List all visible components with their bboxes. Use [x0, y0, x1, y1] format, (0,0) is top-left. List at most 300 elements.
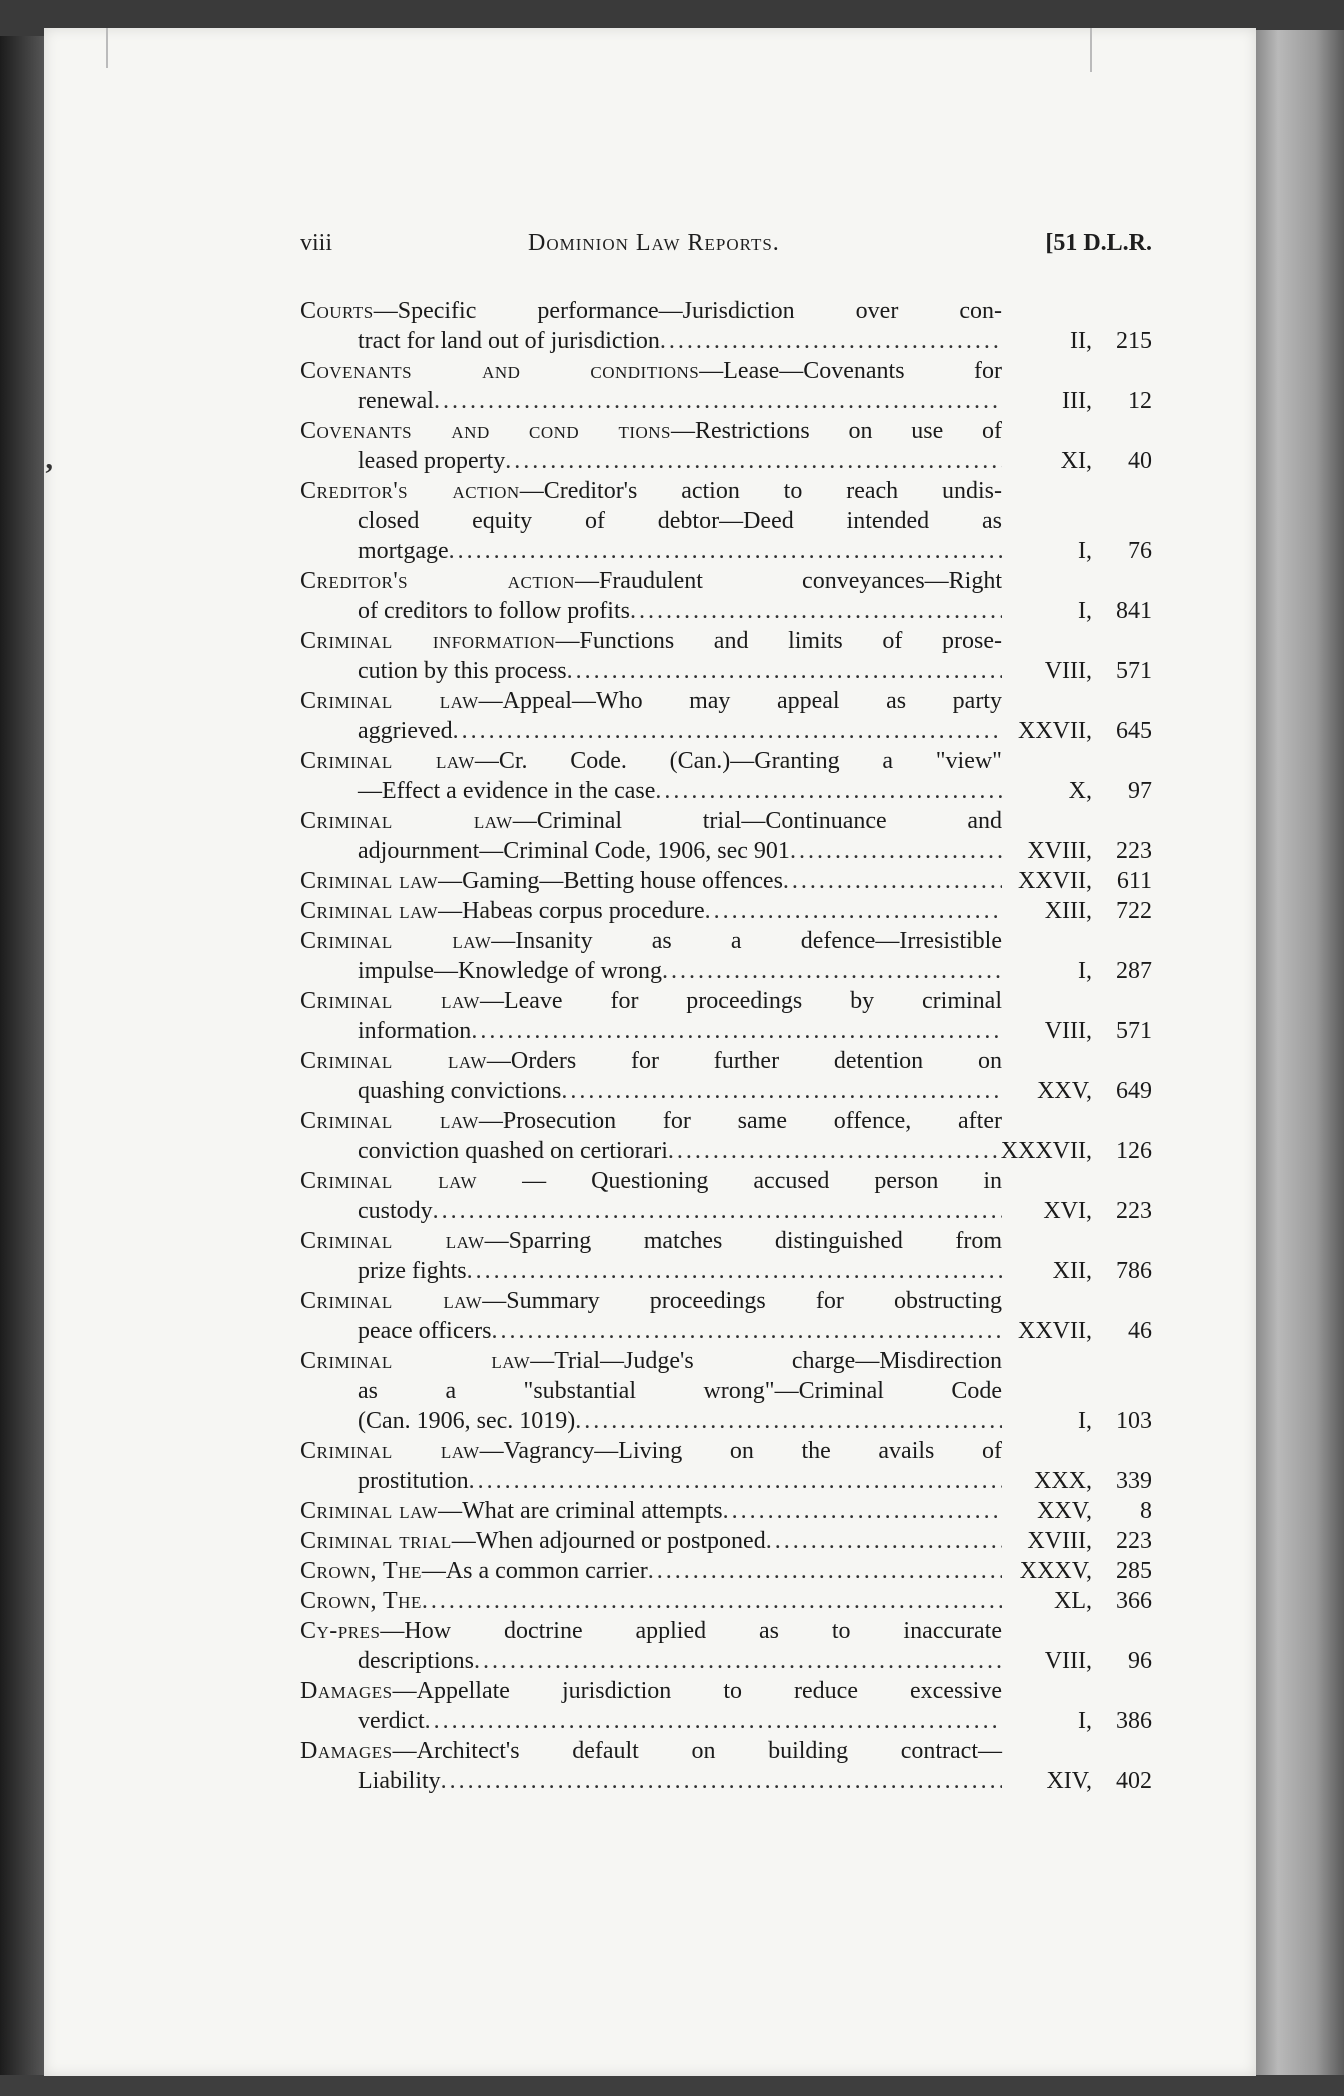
entry-text	[300, 1586, 422, 1616]
entry-description: of creditors to follow profits	[358, 598, 630, 624]
citation	[1001, 1136, 1152, 1166]
citation-volume: X,	[1068, 778, 1092, 804]
index-entry	[300, 1106, 1152, 1166]
entry-line	[300, 416, 1152, 446]
leader-dots	[766, 1526, 1002, 1556]
entry-heading: Criminal law	[300, 988, 480, 1014]
citation	[1002, 716, 1152, 746]
index-entry	[300, 896, 1152, 926]
entry-heading: Criminal trial	[300, 1528, 452, 1554]
entry-heading: Criminal law	[300, 1438, 480, 1464]
entry-line	[300, 536, 1152, 566]
entry-line	[300, 1676, 1152, 1706]
entry-description: impulse—Knowledge of wrong	[358, 958, 662, 984]
entry-description: (Can. 1906, sec. 1019)	[358, 1408, 576, 1434]
citation-volume: III,	[1062, 388, 1092, 414]
leader-dots	[790, 836, 1002, 866]
scan-bottom-edge	[0, 2075, 1344, 2096]
entry-line	[300, 1436, 1152, 1466]
index-entry	[300, 1556, 1152, 1586]
entry-description: —Leave for proceedings by criminal	[479, 988, 1002, 1014]
entry-text	[300, 296, 1002, 326]
citation	[1002, 1556, 1152, 1586]
citation-volume: XXV,	[1037, 1078, 1092, 1104]
citation	[1002, 836, 1152, 866]
entry-line	[300, 1106, 1152, 1136]
entry-line	[300, 836, 1152, 866]
entry-text	[358, 1376, 1002, 1406]
citation	[1002, 1466, 1152, 1496]
entry-description: —As a common carrier	[421, 1558, 648, 1584]
citation	[1002, 956, 1152, 986]
index-entry	[300, 1736, 1152, 1796]
entry-description: —Appellate jurisdiction to reduce excessive	[392, 1678, 1002, 1704]
entry-heading: Criminal law	[300, 688, 479, 714]
leader-dots	[505, 446, 1002, 476]
entry-line	[300, 1406, 1152, 1436]
entry-heading: Covenants and cond tions	[300, 418, 672, 444]
entry-line	[300, 1286, 1152, 1316]
entry-description: —Restrictions on use of	[671, 418, 1002, 444]
entry-text	[358, 536, 449, 566]
index-entry	[300, 686, 1152, 746]
page-crease	[1090, 28, 1092, 72]
index-entry	[300, 1496, 1152, 1526]
index-entry	[300, 1526, 1152, 1556]
entry-description: —Habeas corpus procedure	[438, 898, 705, 924]
entry-text	[358, 446, 505, 476]
citation-volume: XVI,	[1043, 1198, 1092, 1224]
entry-heading: Cy-pres	[300, 1618, 381, 1644]
entry-text	[358, 1316, 491, 1346]
citation-page: 40	[1128, 448, 1152, 474]
entry-heading: Criminal law	[300, 1498, 439, 1524]
leader-dots	[705, 896, 1002, 926]
entry-line	[300, 1556, 1152, 1586]
leader-dots	[441, 1766, 1002, 1796]
entry-description: peace officers	[358, 1318, 492, 1344]
entry-line	[300, 506, 1152, 536]
entry-description: —Summary proceedings for obstructing	[482, 1288, 1002, 1314]
entry-text	[358, 836, 790, 866]
entry-text	[358, 1256, 467, 1286]
entry-description: Liability	[358, 1768, 441, 1794]
entry-description: — Questioning accused person in	[477, 1168, 1002, 1194]
citation	[1002, 1646, 1152, 1676]
index-entry	[300, 806, 1152, 866]
entry-text	[300, 896, 705, 926]
leader-dots	[449, 536, 1002, 566]
citation-volume: VIII,	[1044, 658, 1092, 684]
citation-page: 287	[1116, 958, 1152, 984]
entry-text	[300, 1526, 766, 1556]
citation	[1002, 1316, 1152, 1346]
citation-page: 645	[1116, 718, 1152, 744]
citation-page: 223	[1116, 1198, 1152, 1224]
citation-page: 103	[1116, 1408, 1152, 1434]
entry-text	[358, 1016, 471, 1046]
entry-line	[300, 1046, 1152, 1076]
entry-description: mortgage	[358, 538, 449, 564]
entry-line	[300, 1376, 1152, 1406]
entry-line	[300, 1766, 1152, 1796]
page-crease	[106, 28, 108, 68]
scan-left-edge	[0, 36, 48, 2096]
leader-dots	[575, 1406, 1002, 1436]
entry-text	[300, 1286, 1002, 1316]
leader-dots	[474, 1646, 1002, 1676]
entry-heading: Covenants and conditions	[300, 358, 700, 384]
citation-page: 649	[1116, 1078, 1152, 1104]
citation-volume: XIII,	[1044, 898, 1092, 924]
entry-heading: Criminal law	[300, 868, 439, 894]
entry-line	[300, 1196, 1152, 1226]
index-list	[300, 296, 1152, 1796]
entry-line	[300, 1316, 1152, 1346]
entry-description: —Trial—Judge's charge—Misdirection	[530, 1348, 1002, 1374]
citation-volume: VIII,	[1044, 1648, 1092, 1674]
leader-dots	[491, 1316, 1002, 1346]
citation-volume: I,	[1078, 1408, 1092, 1434]
entry-heading: Crown, The	[300, 1558, 422, 1584]
entry-text	[300, 1616, 1002, 1646]
entry-description: quashing convictions	[358, 1078, 562, 1104]
entry-line	[300, 1346, 1152, 1376]
entry-description: tract for land out of jurisdiction	[358, 328, 660, 354]
entry-line	[300, 1616, 1152, 1646]
entry-heading: Criminal law	[300, 808, 513, 834]
entry-text	[358, 1196, 433, 1226]
entry-line	[300, 356, 1152, 386]
entry-text	[358, 1406, 575, 1436]
entry-line	[300, 1076, 1152, 1106]
entry-text	[300, 1226, 1002, 1256]
entry-line	[300, 806, 1152, 836]
citation-volume: XXXVII,	[1000, 1138, 1092, 1164]
entry-line	[300, 986, 1152, 1016]
entry-text	[300, 1736, 1002, 1766]
entry-text	[358, 956, 662, 986]
entry-description: prize fights	[358, 1258, 467, 1284]
leader-dots	[433, 1196, 1002, 1226]
citation-volume: I,	[1078, 1708, 1092, 1734]
entry-description: adjournment—Criminal Code, 1906, sec 901	[358, 838, 790, 864]
entry-description: —Cr. Code. (Can.)—Granting a "view"	[474, 748, 1002, 774]
citation-page: 12	[1128, 388, 1152, 414]
leader-dots	[467, 1256, 1002, 1286]
leader-dots	[453, 716, 1002, 746]
citation-volume: XXVII,	[1018, 1318, 1092, 1344]
leader-dots	[469, 1466, 1002, 1496]
entry-line	[300, 446, 1152, 476]
citation-page: 46	[1128, 1318, 1152, 1344]
index-entry	[300, 566, 1152, 626]
entry-text	[358, 506, 1002, 536]
entry-line	[300, 1736, 1152, 1766]
entry-text	[358, 596, 630, 626]
entry-text	[300, 1496, 723, 1526]
entry-heading: Criminal law	[300, 1108, 479, 1134]
index-entry	[300, 1586, 1152, 1616]
index-entry	[300, 1436, 1152, 1496]
entry-text	[300, 926, 1002, 956]
entry-text	[358, 776, 655, 806]
citation-volume: XI,	[1060, 448, 1092, 474]
entry-line	[300, 1226, 1152, 1256]
index-entry	[300, 356, 1152, 416]
citation-volume: II,	[1070, 328, 1092, 354]
entry-heading: Criminal law	[300, 1168, 478, 1194]
entry-text	[300, 1676, 1002, 1706]
citation-page: 285	[1116, 1558, 1152, 1584]
entry-description: —Vagrancy—Living on the avails of	[479, 1438, 1002, 1464]
entry-line	[300, 746, 1152, 776]
entry-text	[300, 1166, 1002, 1196]
entry-line	[300, 1136, 1152, 1166]
citation	[1002, 896, 1152, 926]
entry-line	[300, 1466, 1152, 1496]
citation-volume: XL,	[1054, 1588, 1092, 1614]
entry-heading: Damages	[300, 1678, 393, 1704]
entry-line	[300, 866, 1152, 896]
citation-volume: I,	[1078, 598, 1092, 624]
citation-volume: I,	[1078, 958, 1092, 984]
entry-line	[300, 1166, 1152, 1196]
citation-page: 339	[1116, 1468, 1152, 1494]
leader-dots	[422, 1586, 1002, 1616]
index-entry	[300, 1046, 1152, 1106]
entry-line	[300, 626, 1152, 656]
entry-line	[300, 296, 1152, 326]
entry-line	[300, 596, 1152, 626]
entry-line	[300, 326, 1152, 356]
citation-page: 366	[1116, 1588, 1152, 1614]
entry-text	[358, 716, 453, 746]
citation	[1002, 866, 1152, 896]
index-entry	[300, 1226, 1152, 1286]
entry-text	[300, 1556, 648, 1586]
entry-description: —Gaming—Betting house offences	[438, 868, 783, 894]
volume-label: [51 D.L.R.	[1045, 230, 1152, 256]
entry-description: prostitution	[358, 1468, 469, 1494]
citation	[1002, 326, 1152, 356]
citation-volume: XII,	[1052, 1258, 1092, 1284]
entry-description: custody	[358, 1198, 433, 1224]
entry-line	[300, 896, 1152, 926]
citation	[1002, 1586, 1152, 1616]
citation-page: 571	[1116, 658, 1152, 684]
entry-heading: Criminal law	[300, 928, 492, 954]
entry-line	[300, 1256, 1152, 1286]
entry-text	[300, 476, 1002, 506]
entry-description: information	[358, 1018, 472, 1044]
citation-page: 96	[1128, 1648, 1152, 1674]
entry-description: —Specific performance—Jurisdiction over con-	[373, 298, 1002, 324]
citation	[1002, 656, 1152, 686]
entry-heading: Damages	[300, 1738, 393, 1764]
index-entry	[300, 476, 1152, 566]
entry-line	[300, 686, 1152, 716]
citation	[1002, 1256, 1152, 1286]
entry-text	[358, 1646, 474, 1676]
entry-description: —When adjourned or postponed	[451, 1528, 766, 1554]
margin-mark: ʼ	[44, 458, 54, 491]
entry-line	[300, 716, 1152, 746]
citation	[1002, 776, 1152, 806]
citation-page: 786	[1116, 1258, 1152, 1284]
entry-heading: Criminal law	[300, 748, 475, 774]
entry-description: renewal	[358, 388, 434, 414]
entry-text	[358, 1706, 425, 1736]
citation	[1002, 1076, 1152, 1106]
entry-line	[300, 656, 1152, 686]
index-entry	[300, 1676, 1152, 1736]
citation	[1002, 1406, 1152, 1436]
entry-description: descriptions	[358, 1648, 474, 1674]
entry-description: —Criminal trial—Continuance and	[512, 808, 1002, 834]
entry-description: —How doctrine applied as to inaccurate	[380, 1618, 1002, 1644]
entry-line	[300, 956, 1152, 986]
entry-heading: Criminal law	[300, 1348, 531, 1374]
entry-description: —Sparring matches distinguished from	[484, 1228, 1002, 1254]
entry-description: as a "substantial wrong"—Criminal Code	[358, 1378, 1002, 1404]
citation-page: 76	[1128, 538, 1152, 564]
entry-line	[300, 1016, 1152, 1046]
entry-description: —Architect's default on building contract—	[392, 1738, 1002, 1764]
index-entry	[300, 926, 1152, 986]
entry-line	[300, 776, 1152, 806]
page-title: Dominion Law Reports.	[528, 230, 780, 256]
entry-line	[300, 1496, 1152, 1526]
entry-description: conviction quashed on certiorari	[358, 1138, 668, 1164]
citation-page: 126	[1116, 1138, 1152, 1164]
citation	[1002, 536, 1152, 566]
entry-line	[300, 386, 1152, 416]
citation-page: 215	[1116, 328, 1152, 354]
citation-volume: XVIII,	[1027, 1528, 1092, 1554]
entry-text	[300, 356, 1002, 386]
index-entry	[300, 746, 1152, 806]
entry-description: —Functions and limits of prose-	[555, 628, 1002, 654]
entry-heading: Criminal information	[300, 628, 556, 654]
leader-dots	[567, 656, 1002, 686]
citation-page: 571	[1116, 1018, 1152, 1044]
citation-volume: XXVII,	[1018, 868, 1092, 894]
entry-description: cution by this process	[358, 658, 567, 684]
entry-heading: Criminal law	[300, 898, 439, 924]
entry-text	[300, 1346, 1002, 1376]
citation	[1002, 1766, 1152, 1796]
entry-text	[358, 1136, 668, 1166]
entry-description: closed equity of debtor—Deed intended as	[358, 508, 1002, 534]
citation-page: 223	[1116, 838, 1152, 864]
leader-dots	[723, 1496, 1002, 1526]
entry-heading: Criminal law	[300, 1228, 485, 1254]
entry-heading: Creditor's action	[300, 568, 575, 594]
entry-description: —What are criminal attempts	[438, 1498, 723, 1524]
citation-page: 722	[1116, 898, 1152, 924]
entry-text	[300, 1106, 1002, 1136]
index-entry	[300, 416, 1152, 476]
entry-text	[300, 746, 1002, 776]
entry-description: aggrieved	[358, 718, 453, 744]
citation-page: 611	[1116, 868, 1152, 894]
entry-text	[358, 386, 434, 416]
entry-text	[358, 1076, 561, 1106]
index-entry	[300, 1616, 1152, 1676]
entry-text	[358, 326, 660, 356]
leader-dots	[660, 326, 1002, 356]
citation-volume: VIII,	[1044, 1018, 1092, 1044]
entry-text	[300, 986, 1002, 1016]
entry-line	[300, 476, 1152, 506]
citation-page: 223	[1116, 1528, 1152, 1554]
index-entry	[300, 1346, 1152, 1436]
entry-description: —Prosecution for same offence, after	[478, 1108, 1002, 1134]
entry-text	[358, 1466, 469, 1496]
entry-line	[300, 566, 1152, 596]
entry-description: —Orders for further detention on	[486, 1048, 1002, 1074]
leader-dots	[668, 1136, 1001, 1166]
entry-heading: Criminal law	[300, 1288, 483, 1314]
citation-volume: XXVII,	[1018, 718, 1092, 744]
leader-dots	[783, 866, 1002, 896]
entry-line	[300, 1526, 1152, 1556]
citation-volume: XXV,	[1037, 1498, 1092, 1524]
citation	[1002, 386, 1152, 416]
citation-volume: XXX,	[1034, 1468, 1092, 1494]
entry-description: —Appeal—Who may appeal as party	[478, 688, 1002, 714]
leader-dots	[471, 1016, 1002, 1046]
entry-heading: Courts	[300, 298, 374, 324]
leader-dots	[434, 386, 1002, 416]
leader-dots	[561, 1076, 1002, 1106]
leader-dots	[662, 956, 1002, 986]
entry-description: —Creditor's action to reach undis-	[519, 478, 1002, 504]
entry-text	[300, 416, 1002, 446]
citation	[1002, 446, 1152, 476]
entry-text	[300, 686, 1002, 716]
entry-description: —Effect a evidence in the case	[358, 778, 656, 804]
entry-text	[300, 1436, 1002, 1466]
scan-right-edge	[1250, 30, 1344, 2096]
leader-dots	[655, 776, 1002, 806]
leader-dots	[630, 596, 1002, 626]
index-entry	[300, 1166, 1152, 1226]
index-entry	[300, 986, 1152, 1046]
citation-page: 402	[1116, 1768, 1152, 1794]
entry-description: leased property	[358, 448, 506, 474]
citation-volume: XXXV,	[1019, 1558, 1092, 1584]
index-entry	[300, 626, 1152, 686]
citation-volume: XIV,	[1046, 1768, 1092, 1794]
entry-line	[300, 1586, 1152, 1616]
entry-text	[300, 1046, 1002, 1076]
entry-description: —Insanity as a defence—Irresistible	[491, 928, 1002, 954]
entry-text	[300, 806, 1002, 836]
citation	[1002, 1526, 1152, 1556]
citation	[1002, 596, 1152, 626]
citation-page: 97	[1128, 778, 1152, 804]
entry-text	[300, 566, 1002, 596]
leader-dots	[648, 1556, 1002, 1586]
citation-volume: I,	[1078, 538, 1092, 564]
entry-description: —Lease—Covenants for	[699, 358, 1002, 384]
citation	[1002, 1016, 1152, 1046]
entry-heading: Creditor's action	[300, 478, 520, 504]
index-entry	[300, 866, 1152, 896]
index-entry	[300, 296, 1152, 356]
